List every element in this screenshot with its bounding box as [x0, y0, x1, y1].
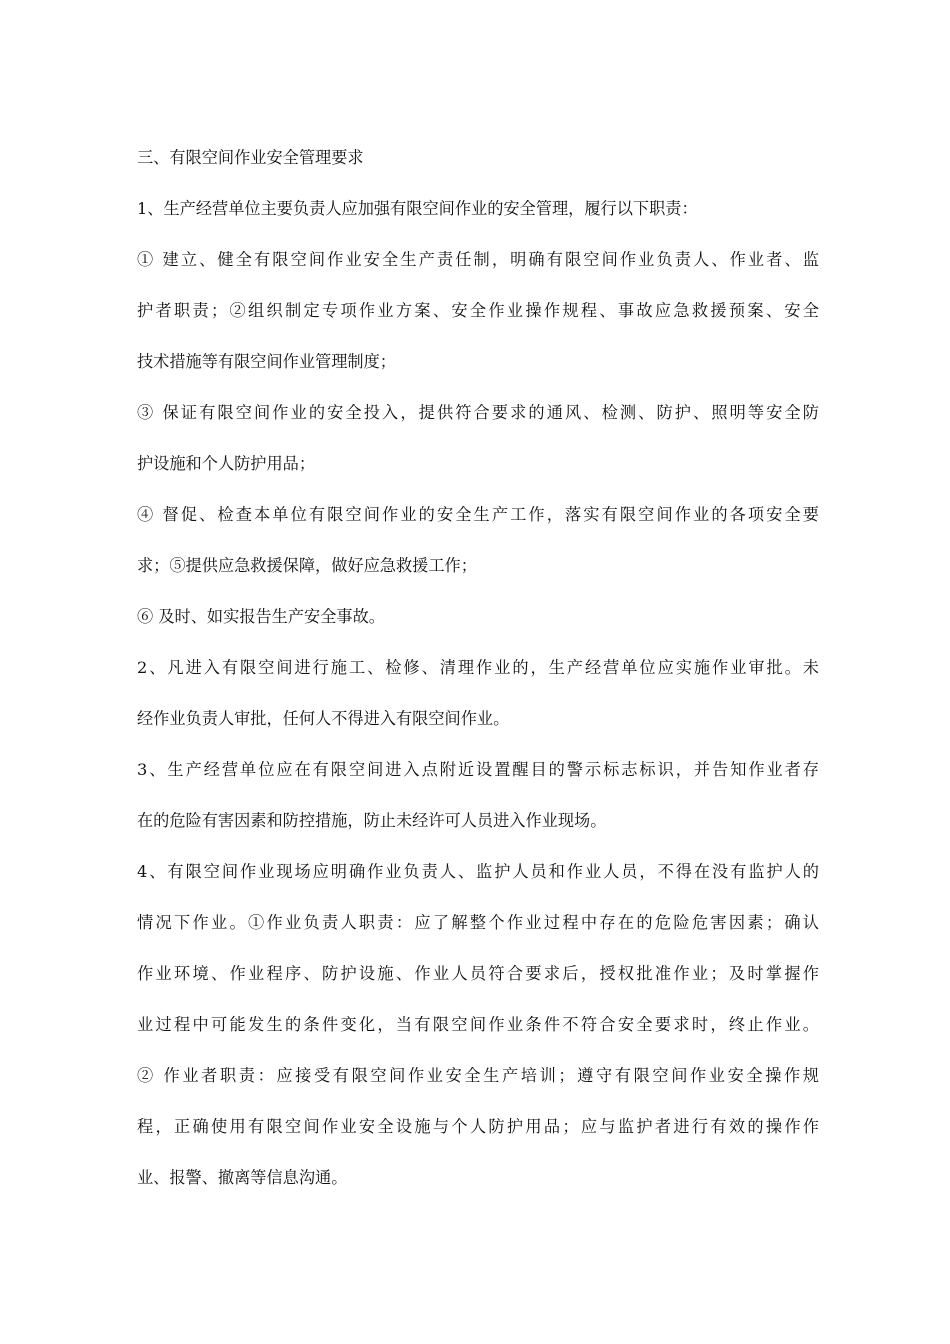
paragraph-line: ④ 督促、检查本单位有限空间作业的安全生产工作，落实有限空间作业的各项安全要	[137, 505, 819, 524]
paragraph-line: 在的危险有害因素和防控措施，防止未经许可人员进入作业现场。	[137, 811, 607, 830]
paragraph-line: 护者职责；②组织制定专项作业方案、安全作业操作规程、事故应急救援预案、安全	[137, 301, 819, 320]
paragraph-line: 技术措施等有限空间作业管理制度；	[137, 352, 396, 371]
paragraph-line: 护设施和个人防护用品；	[137, 454, 316, 473]
paragraph-line: 经作业负责人审批，任何人不得进入有限空间作业。	[137, 709, 510, 728]
paragraph-line: ③ 保证有限空间作业的安全投入，提供符合要求的通风、检测、防护、照明等安全防	[137, 403, 819, 422]
section-heading: 三、有限空间作业安全管理要求	[137, 148, 364, 167]
paragraph-line: 3、生产经营单位应在有限空间进入点附近设置醒目的警示标志标识，并告知作业者存	[137, 760, 819, 779]
paragraph-line: 情况下作业。①作业负责人职责：应了解整个作业过程中存在的危险危害因素；确认	[137, 913, 819, 932]
document-body	[137, 141, 819, 1212]
paragraph-line: 业过程中可能发生的条件变化，当有限空间作业条件不符合安全要求时，终止作业。	[137, 1015, 819, 1034]
paragraph-line: 1、生产经营单位主要负责人应加强有限空间作业的安全管理，履行以下职责：	[137, 199, 698, 218]
paragraph-line: ② 作业者职责：应接受有限空间作业安全生产培训；遵守有限空间作业安全操作规	[137, 1066, 819, 1085]
paragraph-line: 4、有限空间作业现场应明确作业负责人、监护人员和作业人员，不得在没有监护人的	[137, 862, 819, 881]
paragraph-line: ⑥ 及时、如实报告生产安全事故。	[137, 607, 385, 626]
paragraph-line: 作业环境、作业程序、防护设施、作业人员符合要求后，授权批准作业；及时掌握作	[137, 964, 819, 983]
paragraph-line: 2、凡进入有限空间进行施工、检修、清理作业的，生产经营单位应实施作业审批。未	[137, 658, 819, 677]
paragraph-line: ① 建立、健全有限空间作业安全生产责任制，明确有限空间作业负责人、作业者、监	[137, 250, 819, 269]
paragraph-line: 业、报警、撤离等信息沟通。	[137, 1168, 348, 1187]
paragraph-line: 程，正确使用有限空间作业安全设施与个人防护用品；应与监护者进行有效的操作作	[137, 1117, 819, 1136]
paragraph-line: 求；⑤提供应急救援保障，做好应急救援工作；	[137, 556, 477, 575]
